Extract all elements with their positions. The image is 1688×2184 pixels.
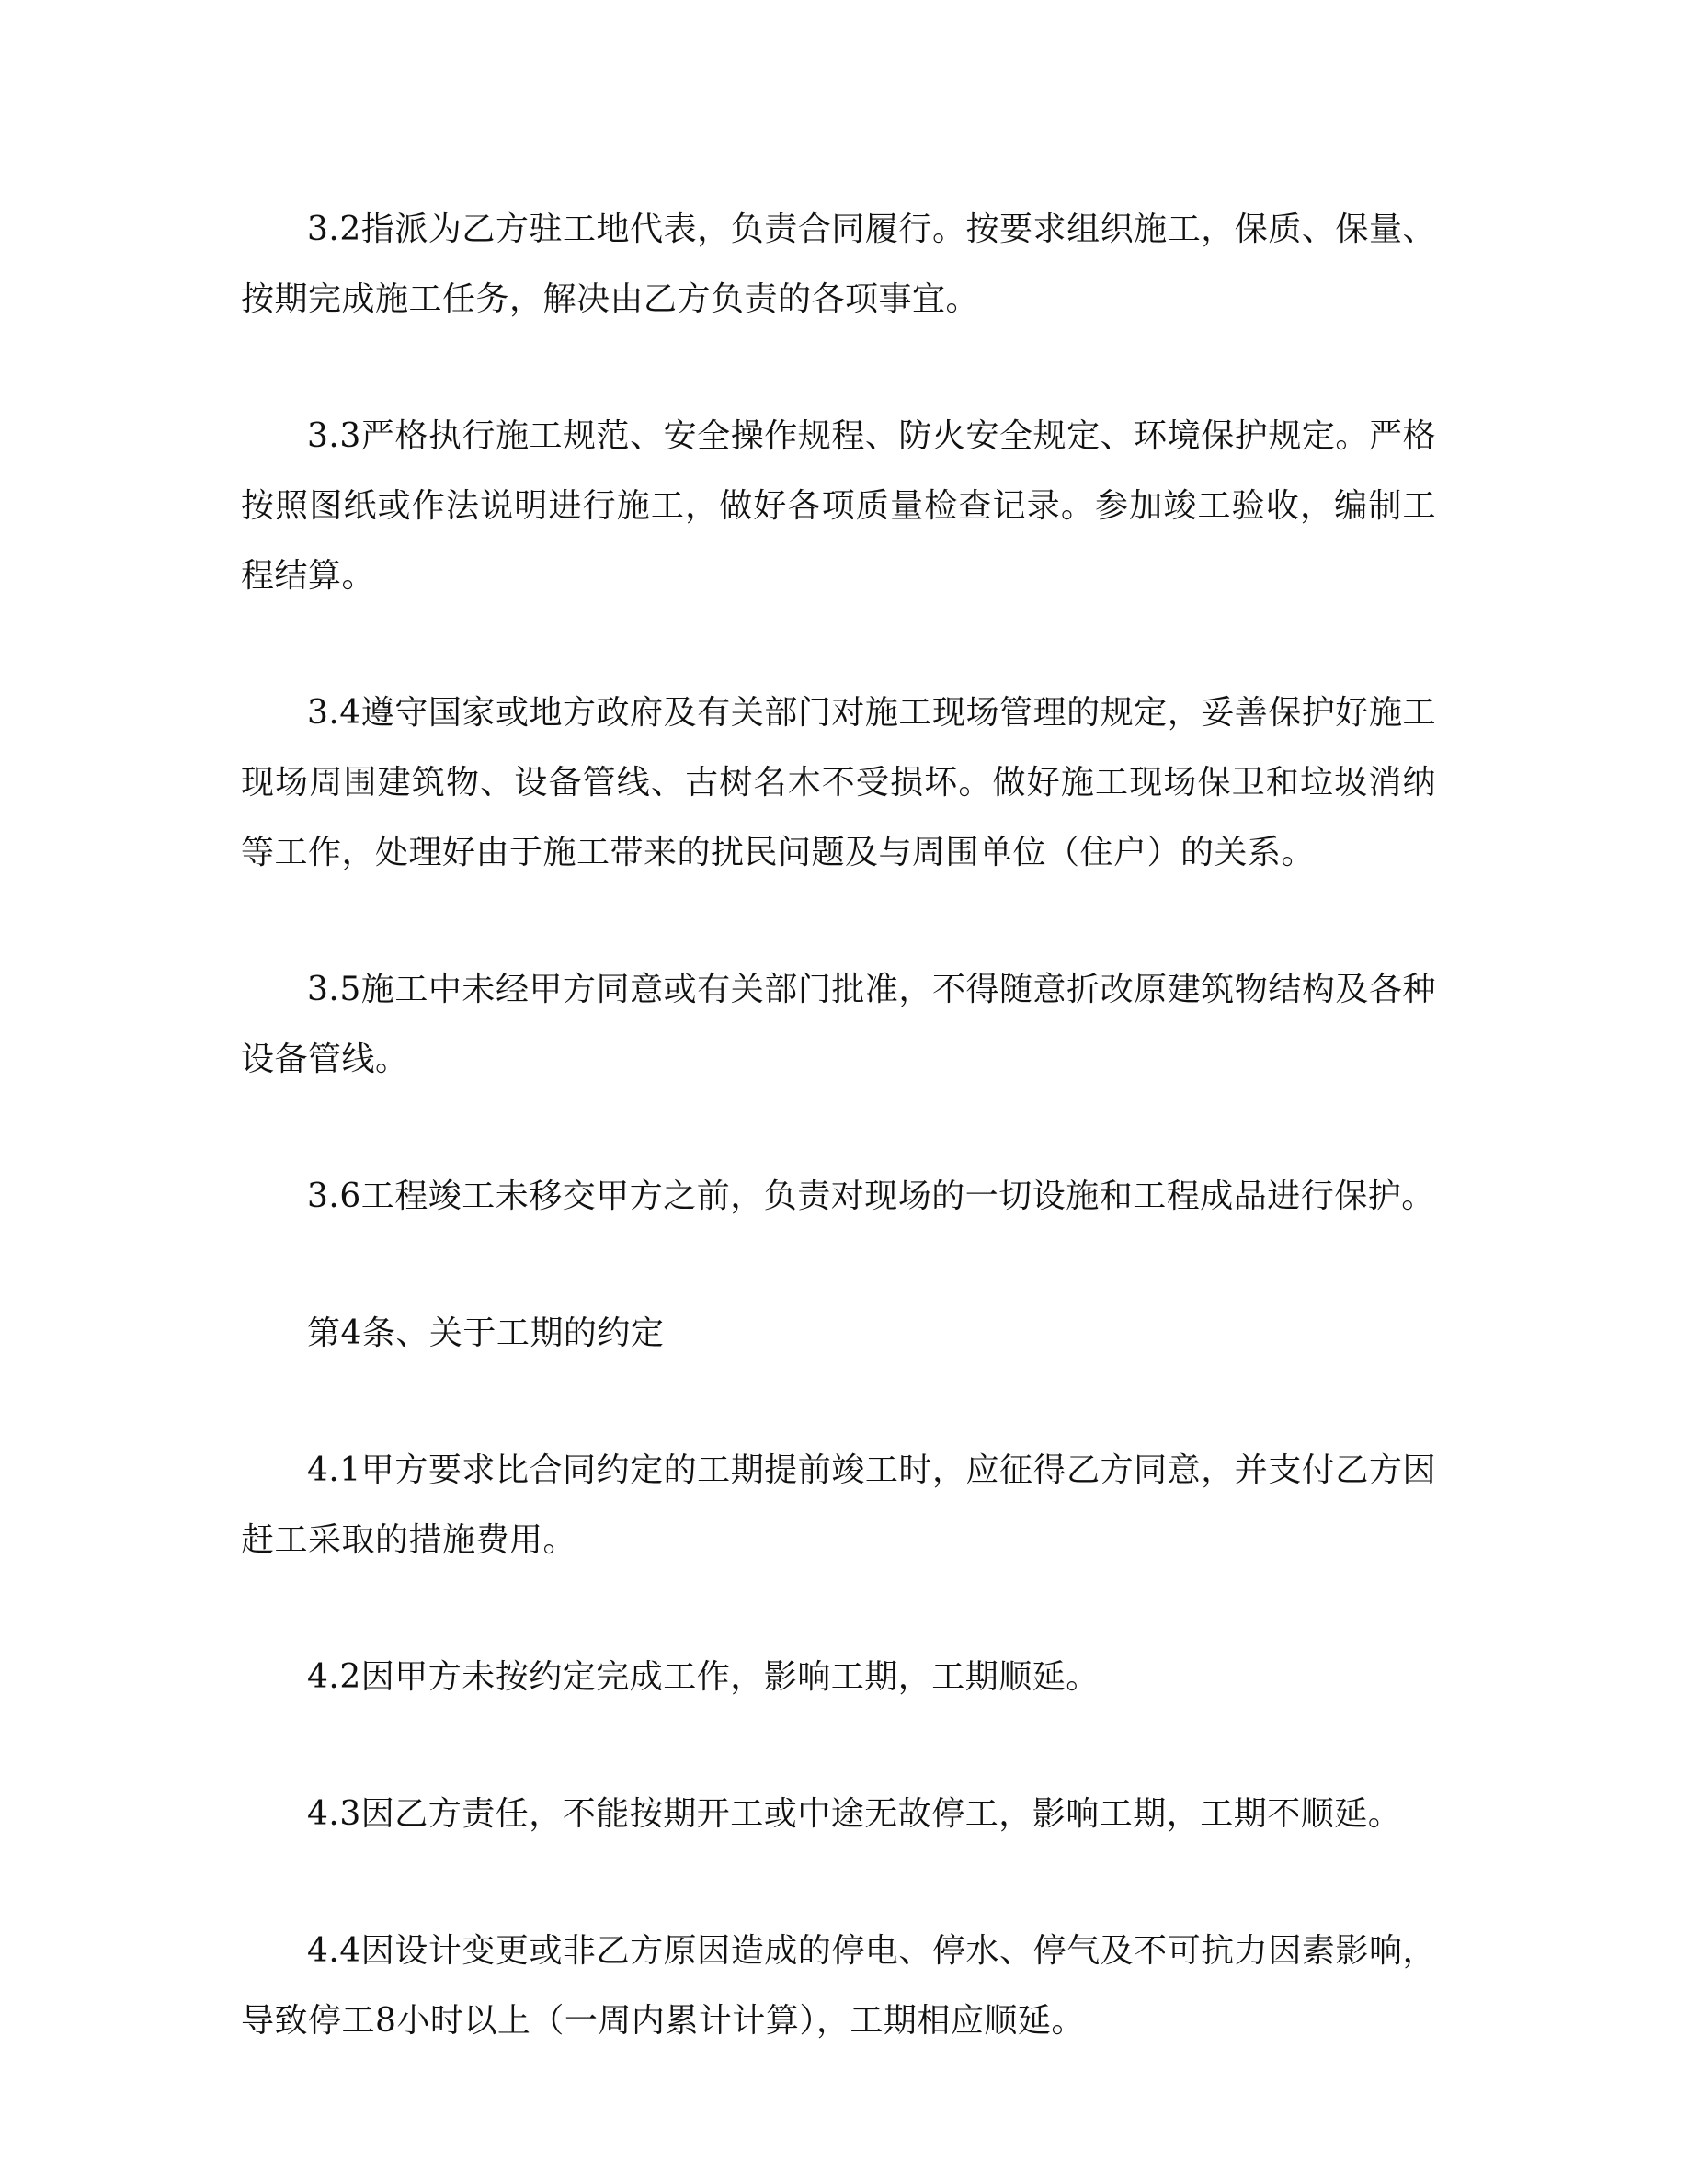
clause-3-6: 3.6工程竣工未移交甲方之前，负责对现场的一切设施和工程成品进行保护。 [307,1177,1435,1215]
clause-3-2: 3.2指派为乙方驻工地代表，负责合同履行。按要求组织施工，保质、保量、按期完成施工任务，解决由乙方负责的各项事宜。 [241,210,1436,318]
clause-4-3: 4.3因乙方责任，不能按期开工或中途无故停工，影响工期，工期不顺延。 [307,1795,1402,1833]
clause-3-4: 3.4遵守国家或地方政府及有关部门对施工现场管理的规定，妥善保护好施工现场周围建筑物、设备管线、古树名木不受损坏。做好施工现场保卫和垃圾消纳等工作，处理好由于施工带来的扰民问题及与周围单位（住户）的关系。 [241,694,1436,871]
clause-3-3: 3.3严格执行施工规范、安全操作规程、防火安全规定、环境保护规定。严格按照图纸或作法说明进行施工，做好各项质量检查记录。参加竣工验收，编制工程结算。 [241,417,1436,595]
article-4-heading: 第4条、关于工期的约定 [307,1314,665,1352]
clause-3-5: 3.5施工中未经甲方同意或有关部门批准，不得随意折改原建筑物结构及各种设备管线。 [241,971,1436,1078]
document-body [241,195,1436,2123]
clause-4-4: 4.4因设计变更或非乙方原因造成的停电、停水、停气及不可抗力因素影响，导致停工8小时以上（一周内累计计算），工期相应顺延。 [241,1932,1436,2040]
clause-4-1: 4.1甲方要求比合同约定的工期提前竣工时，应征得乙方同意，并支付乙方因赶工采取的措施费用。 [241,1451,1436,1559]
clause-4-2: 4.2因甲方未按约定完成工作，影响工期，工期顺延。 [307,1658,1100,1696]
